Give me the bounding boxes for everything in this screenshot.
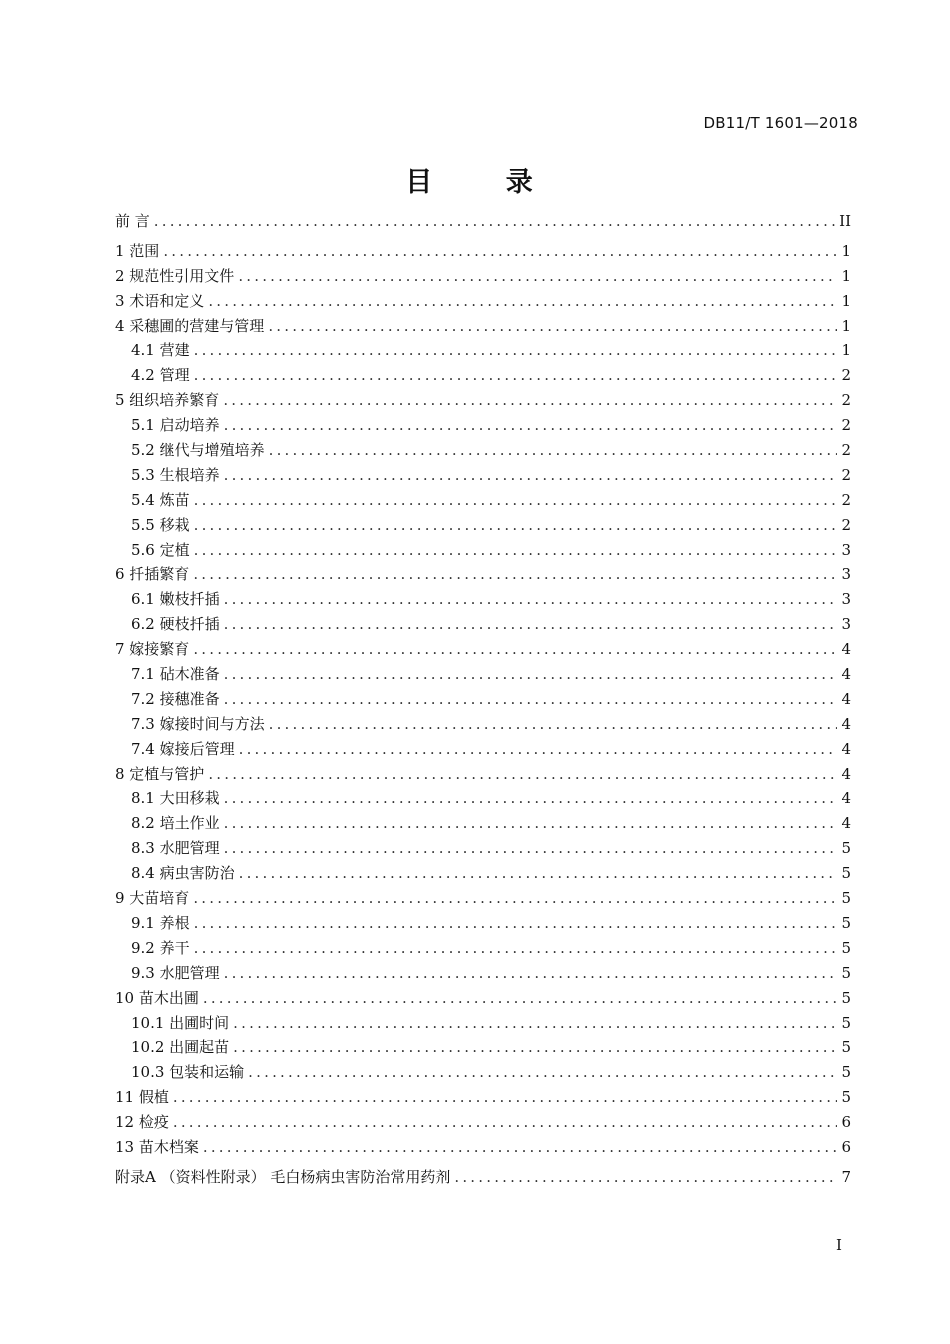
toc-dot-leader (239, 861, 837, 886)
toc-entry-label: 5.6 定植 (131, 540, 190, 559)
toc-dot-leader (233, 1011, 837, 1036)
toc-entry-page: 2 (841, 465, 851, 484)
toc-entry-page: 1 (841, 291, 851, 310)
toc-entry[interactable] (115, 737, 851, 762)
toc-entry[interactable] (115, 1011, 851, 1036)
toc-entry-page: 2 (841, 490, 851, 509)
toc-dot-leader (208, 762, 837, 787)
toc-entry[interactable] (115, 637, 851, 662)
toc-entry-label: 10 苗木出圃 (115, 988, 199, 1007)
toc-entry-label: 4 采穗圃的营建与管理 (115, 316, 265, 335)
toc-entry-page: 5 (841, 864, 851, 883)
toc-dot-leader (173, 1085, 837, 1110)
toc-title: 目 录 (405, 167, 565, 198)
toc-entry[interactable] (115, 612, 851, 637)
toc-dot-leader (163, 239, 837, 264)
toc-entry[interactable] (115, 488, 851, 513)
toc-entry[interactable] (115, 762, 851, 787)
toc-entry-page: 3 (841, 615, 851, 634)
toc-entry[interactable] (115, 662, 851, 687)
toc-entry-label: 8.2 培土作业 (131, 814, 220, 833)
toc-list (115, 209, 851, 1190)
toc-entry[interactable] (115, 562, 851, 587)
toc-dot-leader (224, 587, 837, 612)
toc-entry-page: 4 (841, 789, 851, 808)
toc-entry-label: 8.1 大田移栽 (131, 789, 220, 808)
toc-entry-label: 9 大苗培育 (115, 889, 190, 908)
toc-entry-label: 9.1 养根 (131, 913, 190, 932)
toc-entry-page: 6 (841, 1137, 851, 1156)
toc-entry-page: II (839, 212, 851, 230)
toc-entry-page: 3 (841, 565, 851, 584)
toc-dot-leader (208, 289, 837, 314)
toc-entry-label: 5 组织培养繁育 (115, 391, 220, 410)
toc-dot-leader (224, 612, 837, 637)
toc-dot-leader (269, 438, 837, 463)
toc-entry-label: 7.4 嫁接后管理 (131, 739, 235, 758)
toc-entry[interactable] (115, 438, 851, 463)
toc-dot-leader (194, 338, 837, 363)
toc-entry[interactable] (115, 587, 851, 612)
toc-entry[interactable] (115, 1085, 851, 1110)
toc-entry-page: 3 (841, 540, 851, 559)
toc-entry[interactable] (115, 413, 851, 438)
toc-dot-leader (154, 209, 835, 234)
toc-entry[interactable] (115, 786, 851, 811)
toc-dot-leader (224, 811, 837, 836)
toc-entry[interactable] (115, 463, 851, 488)
toc-entry-label: 10.2 出圃起苗 (131, 1038, 230, 1057)
toc-entry-page: 1 (841, 241, 851, 260)
toc-dot-leader (224, 662, 837, 687)
toc-dot-leader (193, 562, 837, 587)
toc-dot-leader (224, 786, 837, 811)
toc-entry[interactable] (115, 986, 851, 1011)
toc-dot-leader (224, 836, 837, 861)
toc-entry-page: 1 (841, 341, 851, 360)
toc-entry-page: 2 (841, 391, 851, 410)
toc-entry-page: 2 (841, 441, 851, 460)
toc-entry-label: 8.4 病虫害防治 (131, 864, 235, 883)
toc-dot-leader (203, 986, 837, 1011)
toc-dot-leader (173, 1110, 837, 1135)
toc-entry-label: 3 术语和定义 (115, 291, 205, 310)
toc-entry-label: 7.3 嫁接时间与方法 (131, 714, 265, 733)
toc-entry-page: 4 (841, 814, 851, 833)
toc-dot-leader (224, 961, 837, 986)
toc-entry-label: 5.1 启动培养 (131, 416, 220, 435)
toc-entry-page: 1 (841, 266, 851, 285)
toc-entry-label: 1 范围 (115, 241, 160, 260)
toc-entry-page: 4 (841, 640, 851, 659)
toc-entry-page: 2 (841, 515, 851, 534)
toc-entry-label: 8.3 水肥管理 (131, 839, 220, 858)
toc-entry-page: 4 (841, 714, 851, 733)
toc-entry[interactable] (115, 363, 851, 388)
toc-entry-label: 9.3 水肥管理 (131, 963, 220, 982)
toc-entry[interactable] (115, 538, 851, 563)
toc-entry[interactable] (115, 911, 851, 936)
toc-entry-label: 8 定植与管护 (115, 764, 205, 783)
toc-entry-page: 5 (841, 938, 851, 957)
toc-entry[interactable] (115, 861, 851, 886)
page-number: I (836, 1236, 842, 1254)
toc-entry-label: 6 扦插繁育 (115, 565, 190, 584)
toc-entry-label: 7.2 接穗准备 (131, 689, 220, 708)
toc-entry-label: 10.3 包装和运输 (131, 1063, 245, 1082)
toc-dot-leader (454, 1165, 837, 1190)
toc-dot-leader (223, 388, 837, 413)
toc-dot-leader (268, 314, 837, 339)
toc-entry[interactable] (115, 687, 851, 712)
toc-dot-leader (239, 737, 837, 762)
toc-entry[interactable] (115, 712, 851, 737)
toc-entry-page: 5 (841, 839, 851, 858)
toc-entry-page: 1 (841, 316, 851, 335)
toc-dot-leader (194, 936, 837, 961)
toc-entry-page: 5 (841, 988, 851, 1007)
toc-entry-label: 7.1 砧木准备 (131, 665, 220, 684)
toc-entry-page: 4 (841, 665, 851, 684)
toc-entry-label: 5.4 炼苗 (131, 490, 190, 509)
toc-entry-label: 7 嫁接繁育 (115, 640, 190, 659)
toc-entry-page: 5 (841, 1038, 851, 1057)
toc-entry[interactable] (115, 209, 851, 234)
toc-entry-page: 3 (841, 590, 851, 609)
toc-entry[interactable] (115, 836, 851, 861)
toc-entry-label: 6.2 硬枝扦插 (131, 615, 220, 634)
toc-entry-label: 4.2 管理 (131, 366, 190, 385)
toc-entry[interactable] (115, 388, 851, 413)
toc-entry-page: 4 (841, 689, 851, 708)
toc-entry-label: 5.3 生根培养 (131, 465, 220, 484)
toc-entry-label: 13 苗木档案 (115, 1137, 199, 1156)
toc-entry[interactable] (115, 1110, 851, 1135)
toc-entry[interactable] (115, 513, 851, 538)
toc-dot-leader (248, 1060, 837, 1085)
toc-entry-label: 5.2 继代与增殖培养 (131, 441, 265, 460)
toc-entry-page: 5 (841, 1013, 851, 1032)
toc-dot-leader (194, 363, 837, 388)
toc-entry-page: 5 (841, 889, 851, 908)
toc-entry-label: 12 检疫 (115, 1113, 169, 1132)
toc-entry[interactable] (115, 1060, 851, 1085)
toc-dot-leader (194, 538, 837, 563)
toc-entry-page: 4 (841, 739, 851, 758)
toc-entry-page: 7 (841, 1167, 851, 1186)
toc-dot-leader (203, 1135, 837, 1160)
toc-dot-leader (233, 1035, 837, 1060)
toc-dot-leader (194, 513, 837, 538)
toc-entry[interactable] (115, 1165, 851, 1190)
document-code: DB11/T 1601—2018 (703, 114, 858, 132)
toc-dot-leader (269, 712, 837, 737)
toc-dot-leader (194, 911, 837, 936)
toc-entry[interactable] (115, 239, 851, 264)
toc-entry-label: 附录A （资料性附录） 毛白杨病虫害防治常用药剂 (115, 1167, 451, 1186)
toc-entry[interactable] (115, 314, 851, 339)
toc-entry-label: 10.1 出圃时间 (131, 1013, 230, 1032)
toc-dot-leader (194, 488, 837, 513)
toc-entry-page: 5 (841, 913, 851, 932)
toc-entry[interactable] (115, 886, 851, 911)
toc-dot-leader (193, 886, 837, 911)
toc-entry-label: 4.1 营建 (131, 341, 190, 360)
toc-entry[interactable] (115, 961, 851, 986)
toc-entry-label: 11 假植 (115, 1088, 169, 1107)
toc-entry[interactable] (115, 264, 851, 289)
toc-entry-label: 6.1 嫩枝扦插 (131, 590, 220, 609)
toc-entry[interactable] (115, 1035, 851, 1060)
toc-entry-label: 9.2 养干 (131, 938, 190, 957)
toc-entry-page: 4 (841, 764, 851, 783)
toc-entry[interactable] (115, 811, 851, 836)
toc-dot-leader (238, 264, 837, 289)
toc-entry-label: 2 规范性引用文件 (115, 266, 235, 285)
toc-entry[interactable] (115, 338, 851, 363)
toc-entry-page: 2 (841, 416, 851, 435)
toc-dot-leader (193, 637, 837, 662)
toc-entry-label: 前 言 (115, 212, 150, 230)
toc-entry[interactable] (115, 1135, 851, 1160)
toc-entry-page: 5 (841, 963, 851, 982)
toc-entry-page: 5 (841, 1063, 851, 1082)
toc-dot-leader (224, 687, 837, 712)
toc-dot-leader (224, 463, 837, 488)
toc-entry-page: 6 (841, 1113, 851, 1132)
toc-entry[interactable] (115, 289, 851, 314)
toc-entry-page: 2 (841, 366, 851, 385)
toc-dot-leader (224, 413, 837, 438)
toc-entry-label: 5.5 移栽 (131, 515, 190, 534)
toc-entry-page: 5 (841, 1088, 851, 1107)
toc-entry[interactable] (115, 936, 851, 961)
